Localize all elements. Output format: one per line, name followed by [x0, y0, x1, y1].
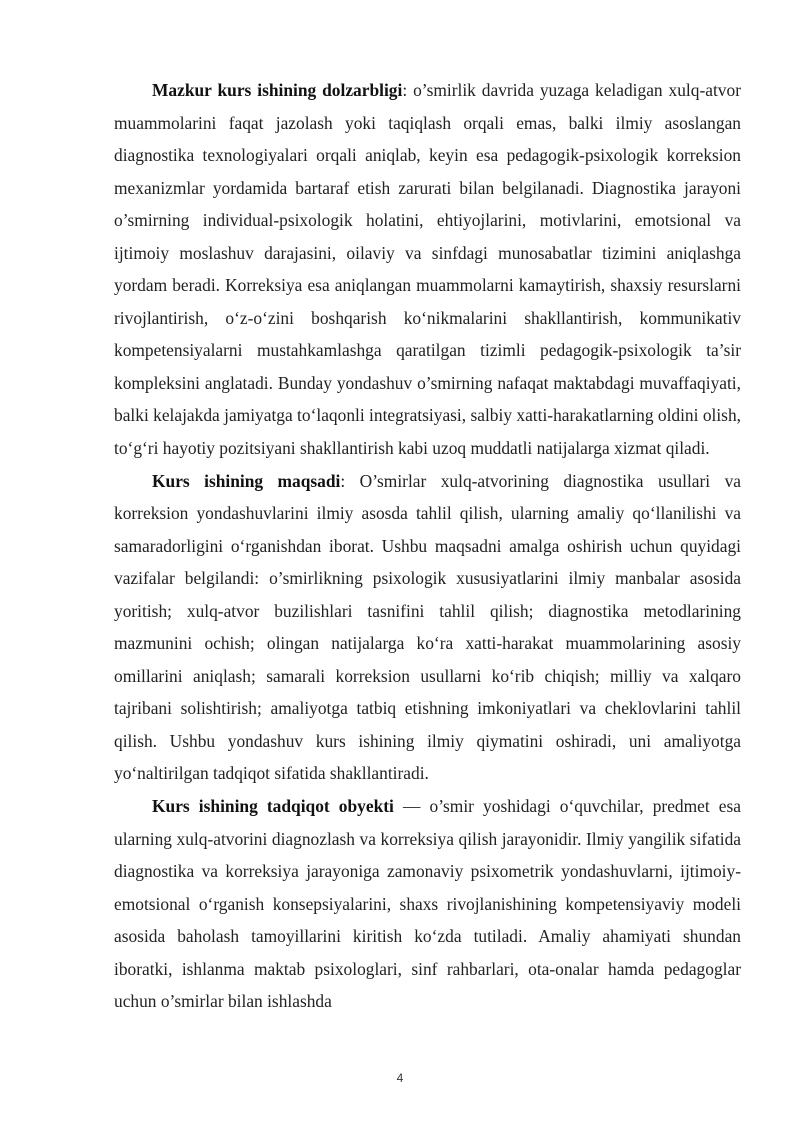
paragraph-text-relevance: : o’smirlik davrida yuzaga keladigan xulq-atvor muammolarini faqat jazolash yoki taqiqlash orqali emas, balki ilmiy asoslangan diagnostika texnologiyalari orqali aniqlab, keyin esa pedagogik-psixologik korreksion mexanizmlar yordamida bartaraf etish zarurati bilan belgilanadi. Diagnostika jarayoni o’smirning individual-psixologik holatini, ehtiyojlarini, motivlarini, emotsional va ijtimoiy moslashuv darajasini, oilaviy va sinfdagi munosabatlar tizimini aniqlashga yordam beradi. Korreksiya esa aniqlangan muammolarni kamaytirish, shaxsiy resurslarni rivojlantirish, o‘z-o‘zini boshqarish ko‘nikmalarini shakllantirish, kommunikativ kompetensiyalarni mustahkamlashga qaratilgan tizimli pedagogik-psixologik ta’sir kompleksini anglatadi. Bunday yondashuv o’smirning nafaqat maktabdagi muvaffaqiyati, balki kelajakda jamiyatga to‘laqonli integratsiyasi, salbiy xatti-harakatlarning oldini olish, to‘g‘ri hayotiy pozitsiyani shakllantirish kabi uzoq muddatli natijalarga xizmat qiladi. [114, 80, 741, 459]
page-number: 4 [396, 1071, 404, 1085]
paragraph-lead-relevance: Mazkur kurs ishining dolzarbligi [152, 80, 403, 100]
paragraph-object [114, 790, 741, 1018]
paragraph-relevance [114, 74, 741, 465]
paragraph-aim [114, 465, 741, 790]
document-body [114, 74, 741, 1018]
paragraph-text-object: — o’smir yoshidagi o‘quvchilar, predmet esa ularning xulq-atvorini diagnozlash va korreksiya qilish jarayonidir. Ilmiy yangilik sifatida diagnostika va korreksiya jarayoniga zamonaviy psixometrik yondashuvlarni, ijtimoiy-emotsional o‘rganish konsepsiyalarini, shaxs rivojlanishining kompetensiyaviy modeli asosida baholash tamoyillarini kiritish ko‘zda tutiladi. Amaliy ahamiyati shundan iboratki, ishlanma maktab psixologlari, sinf rahbarlari, ota-onalar hamda pedagoglar uchun o’smirlar bilan ishlashda [114, 796, 741, 1012]
paragraph-text-aim: : O’smirlar xulq-atvorining diagnostika usullari va korreksion yondashuvlarini ilmiy asosda tahlil qilish, ularning amaliy qo‘llanilishi va samaradorligini o‘rganishdan iborat. Ushbu maqsadni amalga oshirish uchun quyidagi vazifalar belgilandi: o’smirlikning psixologik xususiyatlarini ilmiy manbalar asosida yoritish; xulq-atvor buzilishlari tasnifini tahlil qilish; diagnostika metodlarining mazmunini ochish; olingan natijalarga ko‘ra xatti-harakat muammolarining asosiy omillarini aniqlash; samarali korreksion usullarni ko‘rib chiqish; milliy va xalqaro tajribani solishtirish; amaliyotga tatbiq etishning imkoniyatlari va cheklovlarini tahlil qilish. Ushbu yondashuv kurs ishining ilmiy qiymatini oshiradi, uni amaliyotga yo‘naltirilgan tadqiqot sifatida shakllantiradi. [114, 470, 741, 784]
paragraph-lead-object: Kurs ishining tadqiqot obyekti [152, 796, 394, 817]
paragraph-lead-aim: Kurs ishining maqsadi [152, 470, 341, 491]
